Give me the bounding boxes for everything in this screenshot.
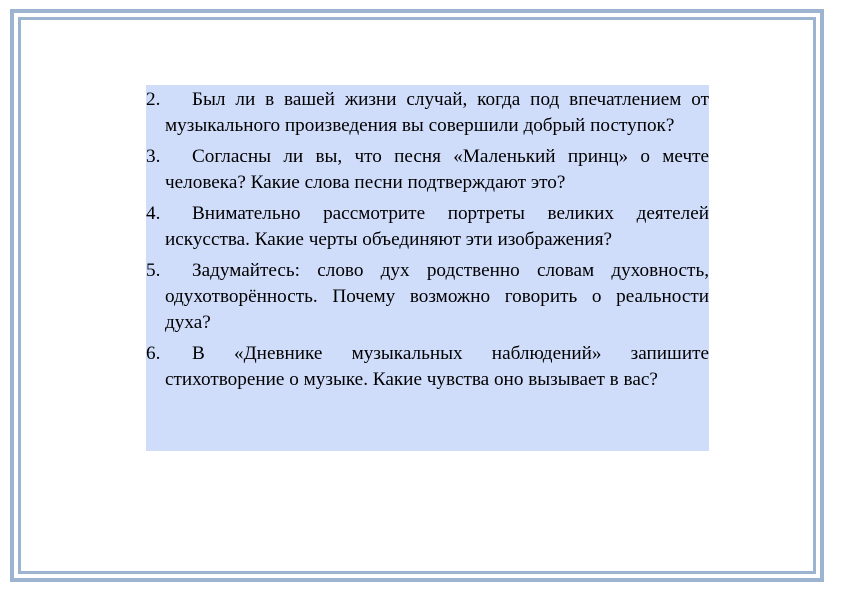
question-text: Внимательно рассмотрите портреты великих деятелей искусства. Какие черты объединяют эти изображения? [165,203,709,250]
question-item [146,201,709,253]
question-text: Задумайтесь: слово дух родственно словам духовность, одухотворённость. Почему возможно говорить о реальности духа? [165,260,709,333]
question-item [146,341,709,393]
question-item [146,258,709,336]
question-item [146,87,709,139]
question-list [146,85,709,451]
question-number: 5. [146,260,161,281]
question-text: Был ли в вашей жизни случай, когда под впечатлением от музыкального произведения вы совершили добрый поступок? [165,89,709,136]
question-text: Согласны ли вы, что песня «Маленький принц» о мечте человека? Какие слова песни подтверждают это? [165,146,709,193]
question-item [146,144,709,196]
question-number: 2. [146,89,161,110]
question-text: В «Дневнике музыкальных наблюдений» запишите стихотворение о музыке. Какие чувства оно вызывает в вас? [165,343,709,390]
question-number: 3. [146,146,161,167]
question-number: 4. [146,203,161,224]
question-number: 6. [146,343,161,364]
